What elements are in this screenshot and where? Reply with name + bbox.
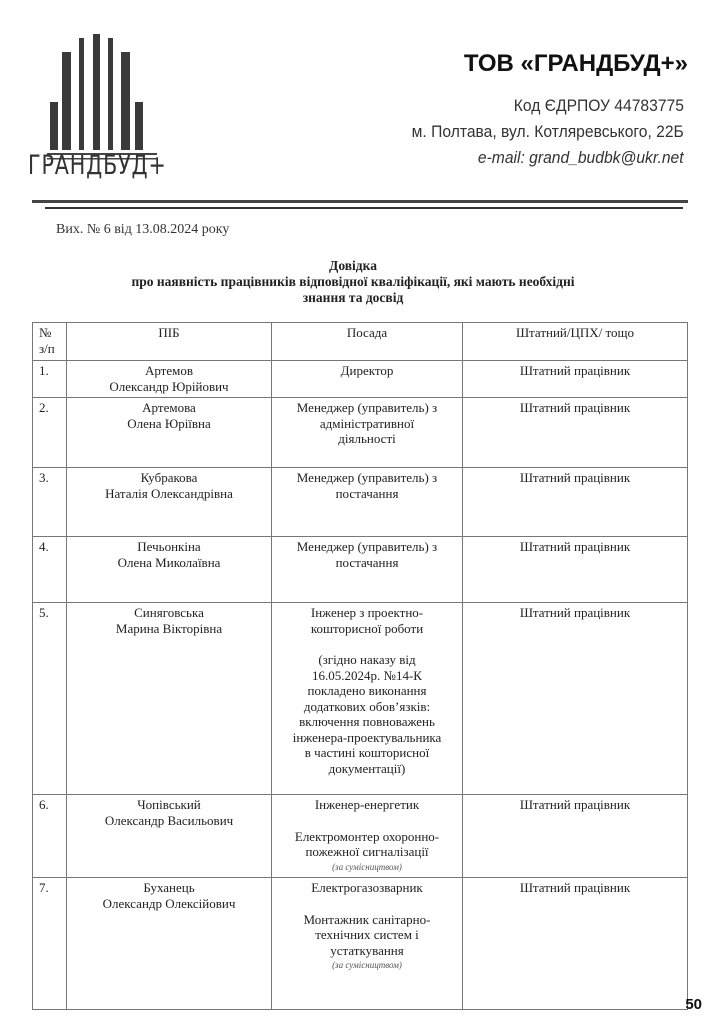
- position-line: (згідно наказу від: [318, 652, 416, 667]
- title-line: знання та досвід: [302, 290, 404, 305]
- position-line: покладено виконання: [307, 683, 427, 698]
- position-line: в частині кошторисної: [304, 745, 430, 760]
- table-row: [33, 795, 688, 878]
- employee-name: [67, 878, 272, 1010]
- row-number: 1.: [33, 361, 67, 398]
- position-line: документації): [328, 760, 406, 776]
- position-line: адміністративної: [319, 415, 415, 431]
- table-row: [33, 537, 688, 603]
- table-header-row: [33, 323, 688, 361]
- position-line: 16.05.2024р. №14-К: [312, 667, 422, 683]
- header-status: Штатний/ЦПХ/ тощо: [463, 323, 688, 361]
- table-row: [33, 468, 688, 537]
- position-line: додаткових обов’язків:: [303, 698, 431, 714]
- title-line: про наявність працівників відповідної кваліфікації, які мають необхідні: [131, 274, 575, 289]
- header-position: Посада: [272, 323, 463, 361]
- position-line: Електромонтер охоронно-: [294, 828, 440, 844]
- surname: Буханець: [143, 880, 195, 895]
- position-note: (за сумісництвом): [332, 960, 402, 970]
- row-number: 7.: [33, 878, 67, 1010]
- surname: Артемов: [144, 363, 194, 378]
- surname: Чопівський: [137, 797, 201, 812]
- employment-status: Штатний працівник: [463, 795, 688, 878]
- company-name: ТОВ «ГРАНДБУД+»: [463, 50, 688, 77]
- position-note: (за сумісництвом): [332, 861, 402, 872]
- position-line: Монтажник санітарно-: [303, 911, 431, 927]
- table-row: [33, 398, 688, 468]
- employee-name: [67, 398, 272, 468]
- employment-status: Штатний працівник: [463, 603, 688, 795]
- given-names: Олена Миколаївна: [117, 554, 221, 570]
- employment-status: Штатний працівник: [463, 878, 688, 1010]
- given-names: Марина Вікторівна: [115, 620, 223, 636]
- position-line: Інженер-енергетик: [314, 797, 420, 812]
- employee-name: [67, 795, 272, 878]
- employee-position: [272, 878, 463, 1010]
- company-email: e-mail: grand_budbk@ukr.net: [478, 148, 684, 167]
- row-number: 4.: [33, 537, 67, 603]
- position-line: кошторисної роботи: [310, 620, 424, 636]
- staff-table: [32, 322, 688, 1010]
- employee-name: [67, 468, 272, 537]
- position-line: пожежної сигналізації: [305, 844, 429, 859]
- position-line: постачання: [335, 485, 399, 501]
- given-names: Олександр Олексійович: [102, 895, 236, 911]
- header-divider: [45, 207, 683, 209]
- position-line: постачання: [335, 554, 399, 570]
- page-number: 50: [685, 996, 702, 1013]
- company-address: м. Полтава, вул. Котляревського, 22Б: [411, 122, 684, 141]
- employment-status: Штатний працівник: [463, 361, 688, 398]
- edrpou-code: Код ЄДРПОУ 44783775: [513, 96, 684, 115]
- position-line: інженера-проектувальника: [292, 729, 442, 745]
- row-number: 3.: [33, 468, 67, 537]
- employee-position: [272, 795, 463, 878]
- employee-position: [272, 398, 463, 468]
- document-title: [0, 258, 706, 306]
- employee-position: [272, 361, 463, 398]
- row-number: 6.: [33, 795, 67, 878]
- position-line: Електрогазозварник: [311, 880, 423, 895]
- row-number: 5.: [33, 603, 67, 795]
- employee-name: [67, 537, 272, 603]
- employment-status: Штатний працівник: [463, 398, 688, 468]
- position-line: Директор: [340, 363, 394, 378]
- header-divider: [32, 200, 688, 203]
- position-line: Менеджер (управитель) з: [296, 400, 438, 415]
- position-line: технічних систем і: [315, 927, 419, 942]
- employee-position: [272, 468, 463, 537]
- row-number: 2.: [33, 398, 67, 468]
- position-line: Менеджер (управитель) з: [296, 539, 438, 554]
- given-names: Олександр Васильович: [104, 812, 234, 828]
- surname: Синяговська: [134, 605, 204, 620]
- position-line: Менеджер (управитель) з: [296, 470, 438, 485]
- employment-status: Штатний працівник: [463, 537, 688, 603]
- given-names: Олександр Юрійович: [109, 378, 229, 394]
- employee-name: [67, 603, 272, 795]
- position-line: діяльності: [338, 431, 396, 446]
- table-row: [33, 878, 688, 1010]
- employee-name: [67, 361, 272, 398]
- title-line: Довідка: [329, 258, 377, 273]
- given-names: Олена Юріївна: [127, 415, 211, 431]
- employment-status: Штатний працівник: [463, 468, 688, 537]
- surname: Кубракова: [140, 470, 198, 485]
- surname: Артемова: [142, 400, 196, 415]
- table-row: [33, 361, 688, 398]
- given-names: Наталія Олександрівна: [105, 485, 233, 501]
- position-line: устаткування: [330, 942, 404, 958]
- employee-position: [272, 603, 463, 795]
- surname: Печьонкіна: [137, 539, 201, 554]
- position-line: включення повноважень: [299, 714, 435, 729]
- employee-position: [272, 537, 463, 603]
- table-row: [33, 603, 688, 795]
- header-number: № з/п: [33, 323, 67, 361]
- logo-text: ГРАНДБУД+: [28, 150, 167, 181]
- header-name: ПІБ: [67, 323, 272, 361]
- position-line: Інженер з проектно-: [310, 605, 424, 620]
- outgoing-reference: Вих. № 6 від 13.08.2024 року: [56, 222, 230, 237]
